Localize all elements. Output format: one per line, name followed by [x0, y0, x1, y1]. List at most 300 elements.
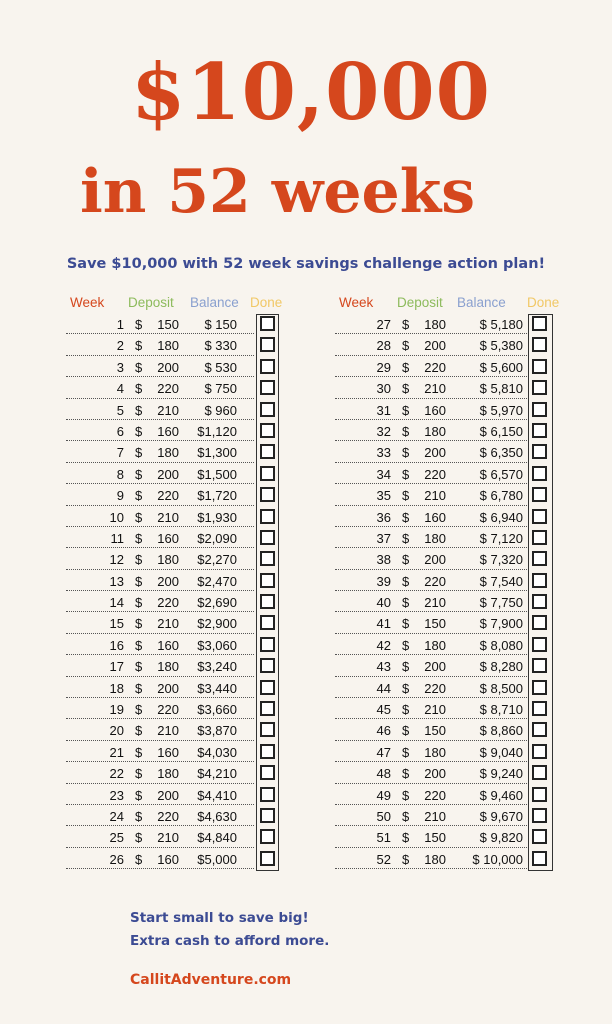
balance-amount: $ 9,670	[479, 808, 523, 824]
week-number: 18	[109, 680, 124, 696]
week-number: 22	[109, 766, 124, 782]
week-number: 42	[376, 637, 391, 653]
deposit-amount: 180	[157, 766, 179, 782]
balance-amount: $ 150	[204, 317, 237, 332]
dotted-divider	[66, 590, 254, 591]
deposit-currency: $	[402, 402, 410, 418]
dotted-divider	[66, 761, 254, 762]
week-number: 33	[376, 445, 391, 461]
done-checkbox[interactable]	[260, 701, 275, 716]
balance-amount: $4,840	[197, 830, 237, 846]
balance-amount: $ 5,970	[479, 402, 523, 418]
deposit-currency: $	[402, 723, 410, 739]
deposit-amount: 160	[157, 851, 179, 867]
header-deposit: Deposit	[397, 295, 443, 310]
deposit-amount: 220	[157, 702, 179, 718]
week-number: 50	[376, 808, 391, 824]
done-checkbox[interactable]	[532, 701, 547, 716]
week-number: 20	[109, 723, 124, 739]
deposit-currency: $	[402, 680, 410, 696]
deposit-currency: $	[402, 637, 410, 653]
balance-amount: $ 6,780	[479, 488, 523, 504]
week-number: 47	[376, 744, 391, 760]
deposit-currency: $	[402, 423, 410, 439]
deposit-amount: 220	[424, 466, 446, 482]
dotted-divider	[66, 440, 254, 441]
done-checkbox[interactable]	[260, 829, 275, 844]
balance-amount: $1,120	[197, 423, 237, 439]
balance-amount: $ 5,600	[479, 359, 523, 375]
dotted-divider	[66, 847, 254, 848]
week-number: 21	[109, 744, 124, 760]
balance-amount: $2,270	[197, 552, 237, 568]
deposit-amount: 200	[157, 680, 179, 696]
done-checkbox[interactable]	[532, 658, 547, 673]
deposit-amount: 180	[424, 851, 446, 867]
deposit-currency: $	[402, 552, 410, 568]
week-number: 16	[109, 637, 124, 653]
done-checkbox[interactable]	[260, 380, 275, 395]
dotted-divider	[335, 633, 527, 634]
deposit-currency: $	[402, 488, 410, 504]
deposit-currency: $	[402, 338, 410, 354]
balance-amount: $ 10,000	[472, 851, 523, 867]
deposit-currency: $	[402, 595, 410, 611]
deposit-amount: 180	[157, 659, 179, 675]
week-number: 8	[116, 466, 124, 482]
week-number: 13	[109, 573, 124, 589]
website-link[interactable]: CallitAdventure.com	[130, 972, 292, 988]
week-number: 34	[376, 466, 391, 482]
deposit-currency: $	[135, 702, 143, 718]
deposit-amount: 200	[157, 787, 179, 803]
header-balance: Balance	[190, 295, 239, 310]
deposit-currency: $	[135, 787, 143, 803]
deposit-amount: 180	[424, 423, 446, 439]
week-number: 35	[376, 488, 391, 504]
dotted-divider	[66, 718, 254, 719]
week-number: 17	[109, 659, 124, 675]
header-deposit: Deposit	[128, 295, 174, 310]
week-number: 38	[376, 552, 391, 568]
dotted-divider	[66, 868, 254, 869]
balance-amount: $ 9,460	[479, 787, 523, 803]
week-number: 30	[376, 381, 391, 397]
week-number: 25	[109, 830, 124, 846]
done-checkbox[interactable]	[260, 808, 275, 823]
header-week: Week	[339, 295, 374, 310]
done-checkbox[interactable]	[532, 444, 547, 459]
done-checkbox[interactable]	[260, 722, 275, 737]
week-number: 31	[376, 402, 391, 418]
done-checkbox[interactable]	[260, 658, 275, 673]
deposit-currency: $	[402, 445, 410, 461]
dotted-divider	[335, 462, 527, 463]
balance-amount: $2,690	[197, 595, 237, 611]
dotted-divider	[335, 611, 527, 612]
week-number: 36	[376, 509, 391, 525]
done-checkbox[interactable]	[532, 487, 547, 502]
deposit-currency: $	[135, 659, 143, 675]
deposit-amount: 220	[424, 573, 446, 589]
deposit-currency: $	[135, 723, 143, 739]
dotted-divider	[66, 697, 254, 698]
deposit-amount: 150	[424, 723, 446, 739]
dotted-divider	[335, 483, 527, 484]
balance-amount: $ 7,120	[479, 530, 523, 546]
done-checkbox[interactable]	[532, 722, 547, 737]
balance-amount: $ 9,820	[479, 830, 523, 846]
dotted-divider	[335, 868, 527, 869]
done-checkbox[interactable]	[260, 509, 275, 524]
dotted-divider	[335, 783, 527, 784]
done-checkbox[interactable]	[260, 487, 275, 502]
deposit-currency: $	[135, 445, 143, 461]
dotted-divider	[335, 590, 527, 591]
balance-amount: $ 7,750	[479, 595, 523, 611]
deposit-amount: 210	[424, 808, 446, 824]
deposit-amount: 160	[157, 744, 179, 760]
deposit-currency: $	[135, 466, 143, 482]
done-checkbox[interactable]	[532, 594, 547, 609]
deposit-currency: $	[402, 808, 410, 824]
deposit-currency: $	[135, 766, 143, 782]
dotted-divider	[66, 376, 254, 377]
deposit-currency: $	[135, 338, 143, 354]
done-checkbox[interactable]	[532, 615, 547, 630]
week-number: 29	[376, 359, 391, 375]
dotted-divider	[66, 333, 254, 334]
balance-amount: $4,030	[197, 744, 237, 760]
week-number: 5	[116, 402, 124, 418]
deposit-currency: $	[402, 466, 410, 482]
done-checkbox[interactable]	[260, 787, 275, 802]
done-checkbox[interactable]	[532, 509, 547, 524]
done-checkbox[interactable]	[532, 530, 547, 545]
deposit-amount: 180	[424, 317, 446, 332]
week-number: 9	[116, 488, 124, 504]
balance-amount: $2,900	[197, 616, 237, 632]
deposit-amount: 180	[157, 338, 179, 354]
balance-amount: $ 6,940	[479, 509, 523, 525]
dotted-divider	[66, 633, 254, 634]
deposit-amount: 180	[424, 530, 446, 546]
week-number: 2	[116, 338, 124, 354]
dotted-divider	[335, 569, 527, 570]
week-number: 43	[376, 659, 391, 675]
balance-amount: $ 6,570	[479, 466, 523, 482]
deposit-amount: 180	[157, 552, 179, 568]
deposit-amount: 210	[157, 616, 179, 632]
balance-amount: $4,630	[197, 808, 237, 824]
header-done: Done	[250, 295, 283, 310]
done-checkbox[interactable]	[260, 851, 275, 866]
dotted-divider	[66, 654, 254, 655]
done-checkbox[interactable]	[532, 316, 547, 331]
week-number: 28	[376, 338, 391, 354]
deposit-amount: 200	[424, 659, 446, 675]
done-checkbox[interactable]	[532, 359, 547, 374]
balance-amount: $1,930	[197, 509, 237, 525]
balance-amount: $ 5,180	[479, 317, 523, 332]
deposit-currency: $	[135, 808, 143, 824]
deposit-amount: 210	[424, 381, 446, 397]
deposit-amount: 160	[424, 509, 446, 525]
dotted-divider	[335, 505, 527, 506]
footer-tagline-1: Start small to save big!	[130, 910, 309, 926]
week-number: 52	[376, 851, 391, 867]
dotted-divider	[66, 825, 254, 826]
deposit-currency: $	[135, 509, 143, 525]
dotted-divider	[66, 462, 254, 463]
deposit-currency: $	[402, 509, 410, 525]
balance-amount: $2,090	[197, 530, 237, 546]
deposit-currency: $	[402, 381, 410, 397]
deposit-currency: $	[135, 402, 143, 418]
deposit-currency: $	[402, 573, 410, 589]
done-checkbox[interactable]	[260, 423, 275, 438]
done-checkbox[interactable]	[532, 680, 547, 695]
deposit-amount: 220	[157, 808, 179, 824]
deposit-currency: $	[135, 573, 143, 589]
dotted-divider	[66, 483, 254, 484]
dotted-divider	[66, 611, 254, 612]
done-checkbox[interactable]	[260, 765, 275, 780]
balance-amount: $ 8,500	[479, 680, 523, 696]
deposit-currency: $	[402, 616, 410, 632]
balance-amount: $1,300	[197, 445, 237, 461]
deposit-amount: 150	[424, 830, 446, 846]
done-checkbox[interactable]	[532, 787, 547, 802]
week-number: 27	[376, 317, 391, 332]
header-balance: Balance	[457, 295, 506, 310]
done-checkbox[interactable]	[260, 337, 275, 352]
balance-amount: $ 7,540	[479, 573, 523, 589]
deposit-amount: 150	[157, 317, 179, 332]
week-number: 14	[109, 595, 124, 611]
done-checkbox[interactable]	[532, 851, 547, 866]
done-checkbox[interactable]	[260, 744, 275, 759]
balance-amount: $3,240	[197, 659, 237, 675]
footer-tagline-2: Extra cash to afford more.	[130, 933, 330, 949]
week-number: 26	[109, 851, 124, 867]
deposit-currency: $	[402, 702, 410, 718]
balance-amount: $ 8,280	[479, 659, 523, 675]
balance-amount: $3,660	[197, 702, 237, 718]
deposit-currency: $	[135, 488, 143, 504]
deposit-currency: $	[402, 317, 410, 332]
dotted-divider	[335, 804, 527, 805]
balance-amount: $ 6,150	[479, 423, 523, 439]
done-checkbox[interactable]	[260, 359, 275, 374]
week-number: 44	[376, 680, 391, 696]
deposit-amount: 220	[424, 680, 446, 696]
dotted-divider	[335, 740, 527, 741]
deposit-currency: $	[135, 317, 143, 332]
deposit-currency: $	[402, 830, 410, 846]
deposit-amount: 220	[157, 488, 179, 504]
dotted-divider	[335, 333, 527, 334]
page-subtitle: Save $10,000 with 52 week savings challenge action plan!	[66, 256, 546, 272]
balance-amount: $ 7,320	[479, 552, 523, 568]
dotted-divider	[335, 376, 527, 377]
week-number: 49	[376, 787, 391, 803]
deposit-amount: 150	[424, 616, 446, 632]
week-number: 48	[376, 766, 391, 782]
done-checkbox[interactable]	[260, 444, 275, 459]
balance-amount: $ 9,040	[479, 744, 523, 760]
dotted-divider	[335, 825, 527, 826]
week-number: 3	[116, 359, 124, 375]
dotted-divider	[335, 355, 527, 356]
deposit-amount: 180	[424, 637, 446, 653]
dotted-divider	[335, 419, 527, 420]
done-checkbox[interactable]	[260, 615, 275, 630]
done-checkbox[interactable]	[260, 316, 275, 331]
done-checkbox[interactable]	[260, 530, 275, 545]
balance-amount: $3,060	[197, 637, 237, 653]
week-number: 7	[116, 445, 124, 461]
deposit-amount: 210	[157, 723, 179, 739]
deposit-amount: 210	[424, 488, 446, 504]
balance-amount: $3,870	[197, 723, 237, 739]
done-checkbox[interactable]	[260, 637, 275, 652]
header-week: Week	[70, 295, 105, 310]
done-checkbox[interactable]	[532, 466, 547, 481]
dotted-divider	[66, 676, 254, 677]
done-checkbox[interactable]	[260, 402, 275, 417]
week-number: 11	[110, 530, 124, 546]
deposit-amount: 160	[424, 402, 446, 418]
week-number: 51	[376, 830, 391, 846]
balance-amount: $ 530	[204, 359, 237, 375]
dotted-divider	[335, 697, 527, 698]
week-number: 12	[109, 552, 124, 568]
deposit-currency: $	[135, 552, 143, 568]
balance-amount: $1,500	[197, 466, 237, 482]
dotted-divider	[66, 505, 254, 506]
done-checkbox[interactable]	[260, 466, 275, 481]
week-number: 41	[376, 616, 391, 632]
week-number: 1	[116, 317, 124, 332]
deposit-amount: 200	[157, 573, 179, 589]
deposit-currency: $	[135, 680, 143, 696]
dotted-divider	[66, 526, 254, 527]
done-checkbox[interactable]	[532, 573, 547, 588]
deposit-amount: 210	[424, 595, 446, 611]
deposit-amount: 160	[157, 530, 179, 546]
balance-amount: $3,440	[197, 680, 237, 696]
balance-amount: $ 960	[204, 402, 237, 418]
done-checkbox[interactable]	[260, 680, 275, 695]
done-checkbox[interactable]	[532, 551, 547, 566]
week-number: 24	[109, 808, 124, 824]
week-number: 40	[376, 595, 391, 611]
deposit-currency: $	[402, 744, 410, 760]
dotted-divider	[335, 440, 527, 441]
balance-amount: $ 8,080	[479, 637, 523, 653]
deposit-currency: $	[402, 851, 410, 867]
balance-amount: $ 8,860	[479, 723, 523, 739]
done-checkbox[interactable]	[532, 765, 547, 780]
week-number: 39	[376, 573, 391, 589]
done-checkbox[interactable]	[532, 380, 547, 395]
done-checkbox[interactable]	[260, 551, 275, 566]
deposit-amount: 220	[424, 787, 446, 803]
balance-amount: $5,000	[197, 851, 237, 867]
dotted-divider	[335, 676, 527, 677]
page-title-line2: in 52 weeks	[80, 157, 476, 227]
deposit-amount: 210	[157, 830, 179, 846]
deposit-amount: 200	[424, 552, 446, 568]
balance-amount: $ 330	[204, 338, 237, 354]
deposit-amount: 180	[157, 445, 179, 461]
done-checkbox[interactable]	[532, 337, 547, 352]
deposit-amount: 200	[157, 359, 179, 375]
done-checkbox[interactable]	[260, 573, 275, 588]
dotted-divider	[335, 847, 527, 848]
week-number: 37	[376, 530, 391, 546]
deposit-amount: 180	[424, 744, 446, 760]
deposit-currency: $	[135, 744, 143, 760]
deposit-currency: $	[135, 637, 143, 653]
dotted-divider	[335, 398, 527, 399]
deposit-currency: $	[135, 595, 143, 611]
deposit-currency: $	[135, 381, 143, 397]
dotted-divider	[66, 569, 254, 570]
dotted-divider	[66, 419, 254, 420]
deposit-currency: $	[135, 851, 143, 867]
done-checkbox[interactable]	[532, 744, 547, 759]
balance-amount: $ 7,900	[479, 616, 523, 632]
balance-amount: $4,410	[197, 787, 237, 803]
balance-amount: $ 8,710	[479, 702, 523, 718]
week-number: 45	[376, 702, 391, 718]
week-number: 10	[109, 509, 124, 525]
done-checkbox[interactable]	[532, 637, 547, 652]
deposit-currency: $	[402, 359, 410, 375]
deposit-amount: 210	[157, 402, 179, 418]
deposit-amount: 200	[157, 466, 179, 482]
page-title: $10,000	[131, 47, 491, 138]
deposit-currency: $	[135, 830, 143, 846]
dotted-divider	[66, 547, 254, 548]
done-checkbox[interactable]	[532, 808, 547, 823]
deposit-amount: 220	[157, 595, 179, 611]
week-number: 19	[109, 702, 124, 718]
week-number: 6	[116, 423, 124, 439]
dotted-divider	[66, 783, 254, 784]
deposit-amount: 200	[424, 445, 446, 461]
week-number: 46	[376, 723, 391, 739]
done-checkbox[interactable]	[532, 402, 547, 417]
deposit-amount: 220	[424, 359, 446, 375]
week-number: 23	[109, 787, 124, 803]
dotted-divider	[335, 718, 527, 719]
done-checkbox[interactable]	[260, 594, 275, 609]
deposit-currency: $	[135, 423, 143, 439]
header-done: Done	[527, 295, 560, 310]
deposit-amount: 160	[157, 423, 179, 439]
done-checkbox[interactable]	[532, 423, 547, 438]
done-checkbox[interactable]	[532, 829, 547, 844]
deposit-amount: 210	[424, 702, 446, 718]
deposit-currency: $	[135, 530, 143, 546]
balance-amount: $ 5,810	[479, 381, 523, 397]
balance-amount: $2,470	[197, 573, 237, 589]
balance-amount: $ 750	[204, 381, 237, 397]
deposit-amount: 200	[424, 338, 446, 354]
